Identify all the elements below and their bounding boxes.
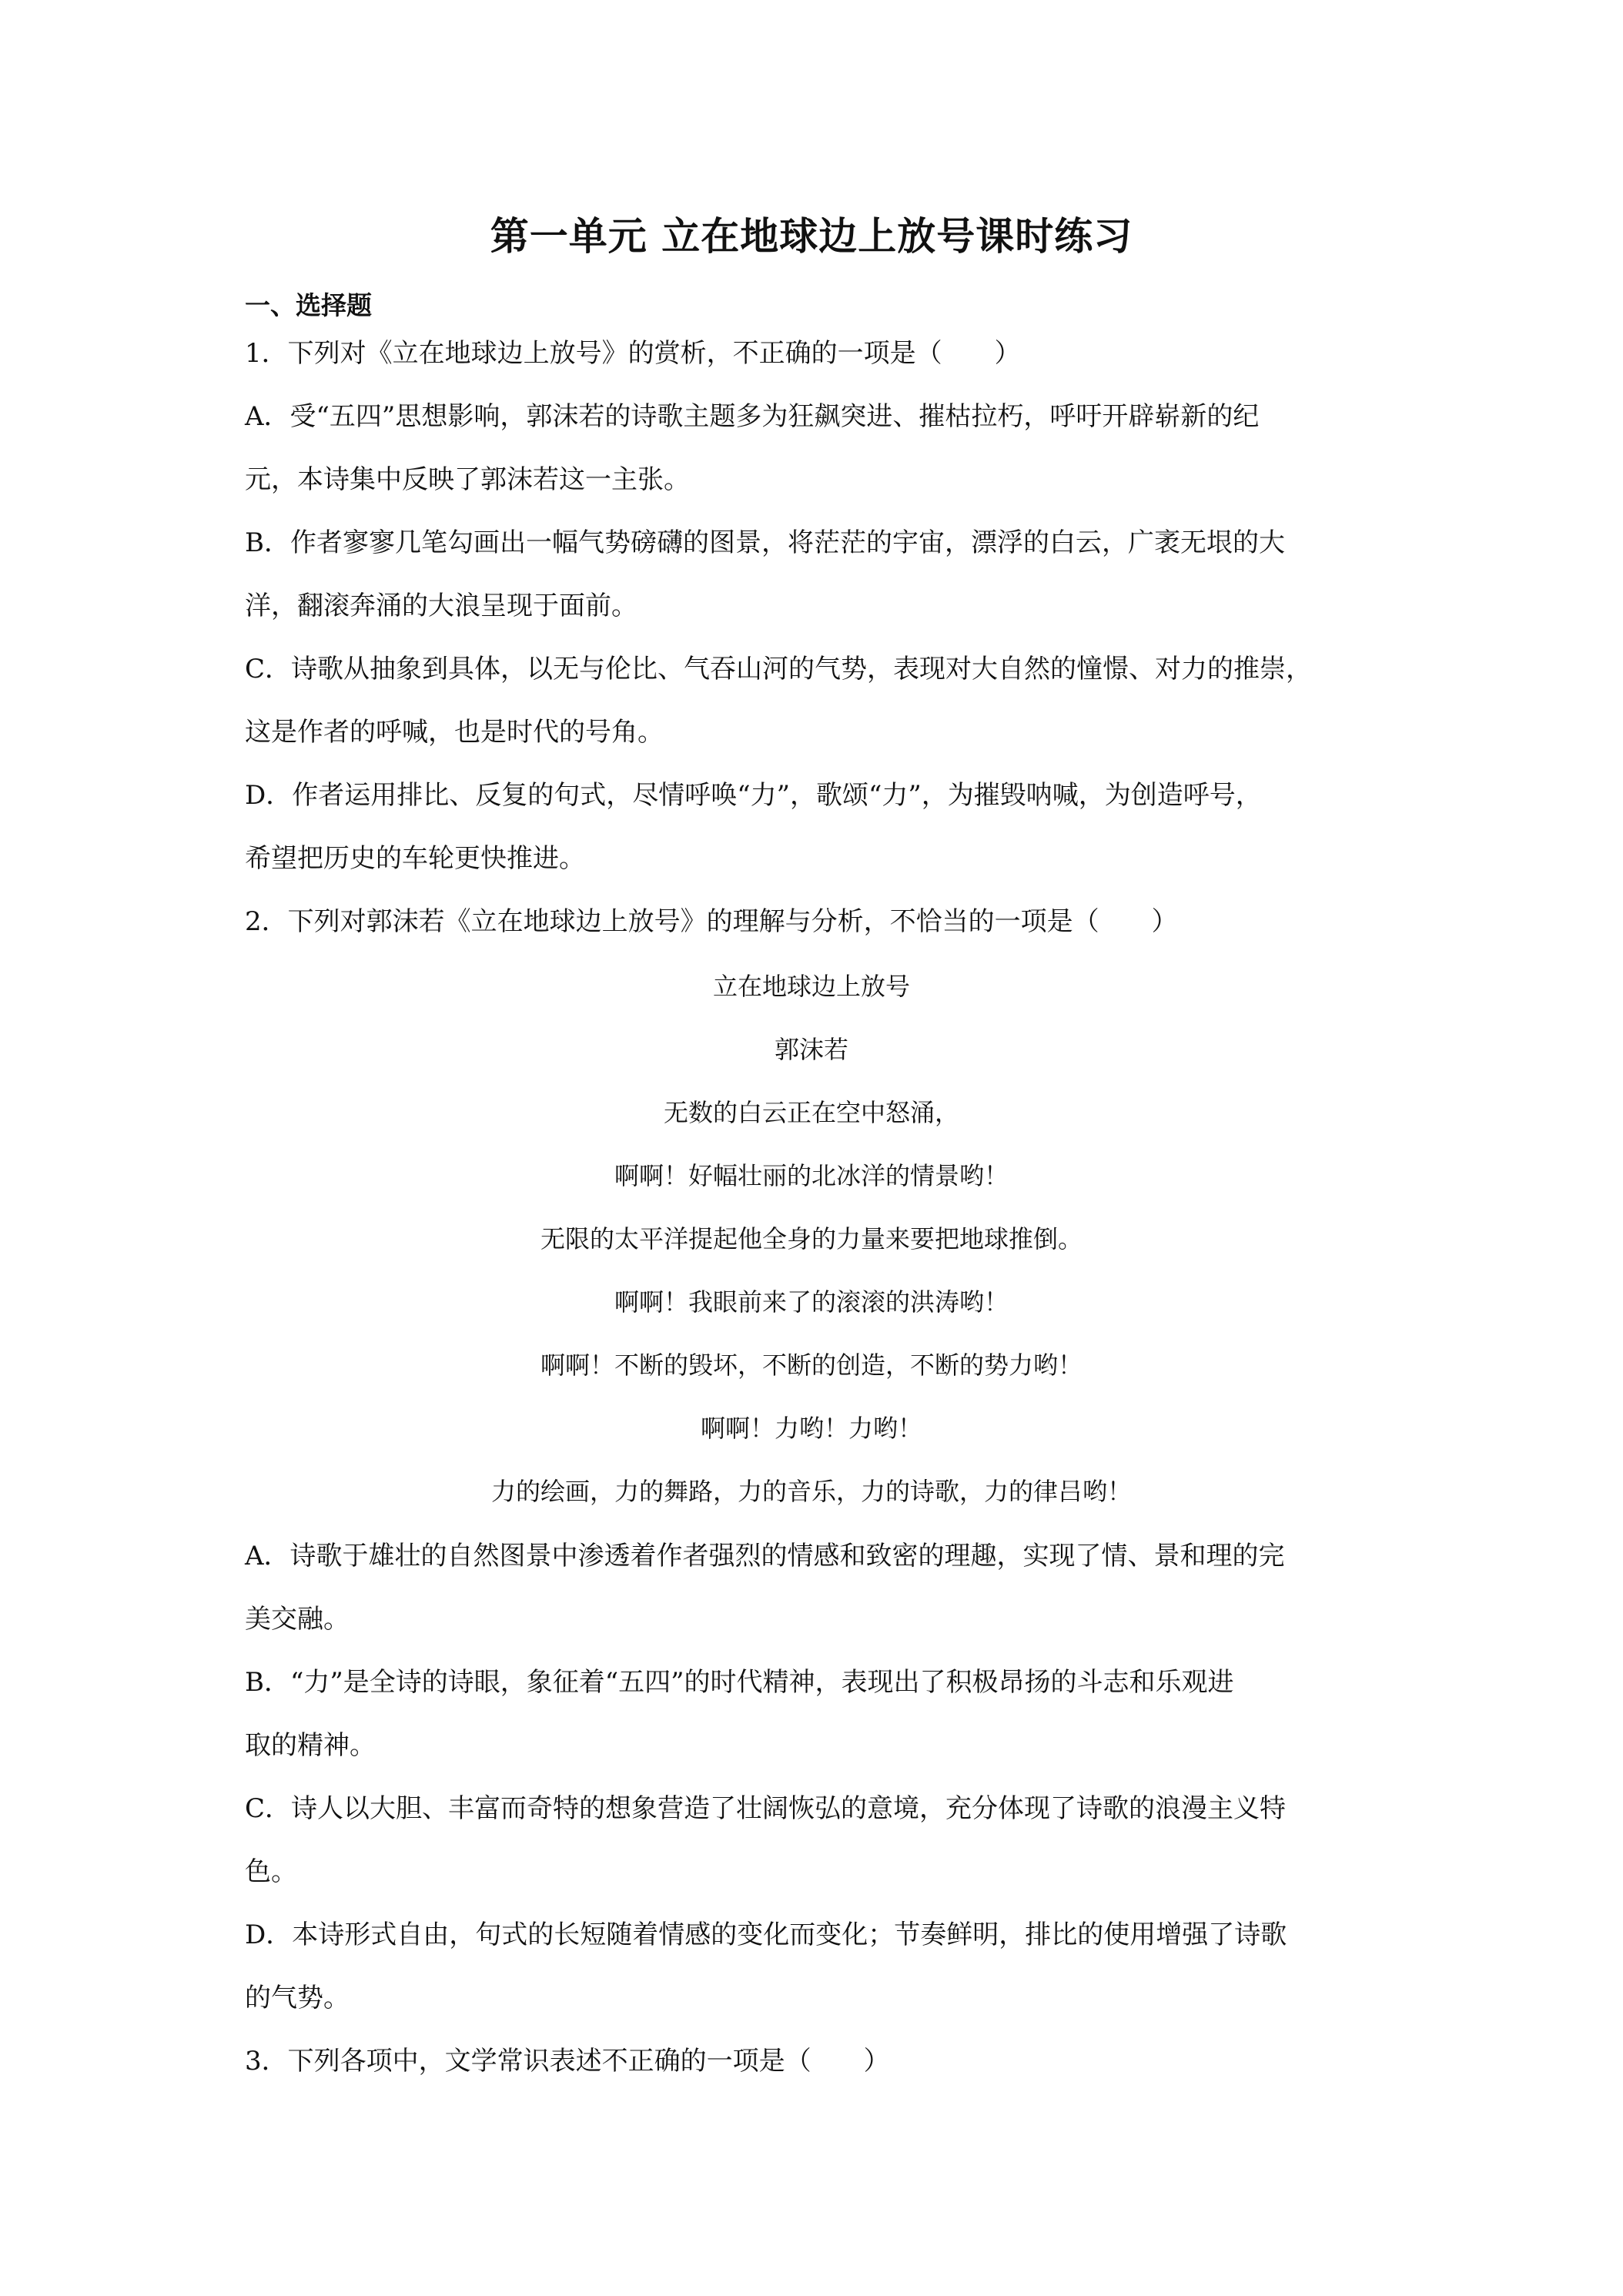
question-2-option-d-cont: 的气势。	[245, 1983, 350, 2013]
poem-line: 无限的太平洋提起他全身的力量来要把地球推倒。	[540, 1224, 1083, 1253]
question-2-option-d: D．本诗形式自由，句式的长短随着情感的变化而变化；节奏鲜明，排比的使用增强了诗歌	[245, 1919, 1287, 1950]
poem-line: 啊啊！好幅壮丽的北冰洋的情景哟！	[614, 1161, 1009, 1190]
poem-line: 啊啊！不断的毁坏，不断的创造，不断的势力哟！	[540, 1350, 1083, 1380]
question-1-option-a-cont: 元，本诗集中反映了郭沫若这一主张。	[245, 464, 690, 495]
question-2-option-b-cont: 取的精神。	[245, 1730, 376, 1761]
question-1-option-c-cont: 这是作者的呼喊，也是时代的号角。	[245, 717, 664, 748]
question-1-stem: 1．下列对《立在地球边上放号》的赏析，不正确的一项是（ ）	[245, 338, 1021, 369]
question-2-option-a-cont: 美交融。	[245, 1604, 350, 1635]
poem-line: 啊啊！我眼前来了的滚滚的洪涛哟！	[614, 1287, 1009, 1317]
page-title: 第一单元 立在地球边上放号课时练习	[490, 214, 1133, 259]
question-1-option-b: B．作者寥寥几笔勾画出一幅气势磅礴的图景，将茫茫的宇宙，漂浮的白云，广袤无垠的大	[245, 527, 1285, 558]
question-1-option-c: C．诗歌从抽象到具体，以无与伦比、气吞山河的气势，表现对大自然的憧憬、对力的推崇，	[245, 654, 1313, 684]
question-2-option-b: B．“力”是全诗的诗眼，象征着“五四”的时代精神，表现出了积极昂扬的斗志和乐观进	[245, 1667, 1234, 1698]
poem-line: 无数的白云正在空中怒涌，	[663, 1098, 959, 1127]
question-2-option-c: C．诗人以大胆、丰富而奇特的想象营造了壮阔恢弘的意境，充分体现了诗歌的浪漫主义特	[245, 1793, 1287, 1824]
question-2-stem: 2．下列对郭沫若《立在地球边上放号》的理解与分析，不恰当的一项是（ ）	[245, 906, 1178, 937]
question-1-option-d: D．作者运用排比、反复的句式，尽情呼唤“力”，歌颂“力”，为摧毁呐喊，为创造呼号，	[245, 780, 1262, 811]
question-1-option-b-cont: 洋，翻滚奔涌的大浪呈现于面前。	[245, 591, 637, 621]
poem-title: 立在地球边上放号	[712, 972, 910, 1001]
section-heading: 一、选择题	[245, 290, 372, 320]
question-2-option-c-cont: 色。	[245, 1856, 297, 1887]
question-1-option-d-cont: 希望把历史的车轮更快推进。	[245, 843, 585, 874]
question-2-option-a: A．诗歌于雄壮的自然图景中渗透着作者强烈的情感和致密的理趣，实现了情、景和理的完	[245, 1541, 1285, 1571]
question-3-stem: 3．下列各项中，文学常识表述不正确的一项是（ ）	[245, 2046, 890, 2077]
poem-line: 力的绘画，力的舞路，力的音乐，力的诗歌，力的律吕哟！	[490, 1477, 1132, 1506]
poem-line: 啊啊！力哟！力哟！	[700, 1414, 922, 1443]
poem-author: 郭沫若	[774, 1035, 848, 1064]
question-1-option-a: A．受“五四”思想影响，郭沫若的诗歌主题多为狂飙突进、摧枯拉朽，呼吁开辟崭新的纪	[245, 401, 1260, 432]
